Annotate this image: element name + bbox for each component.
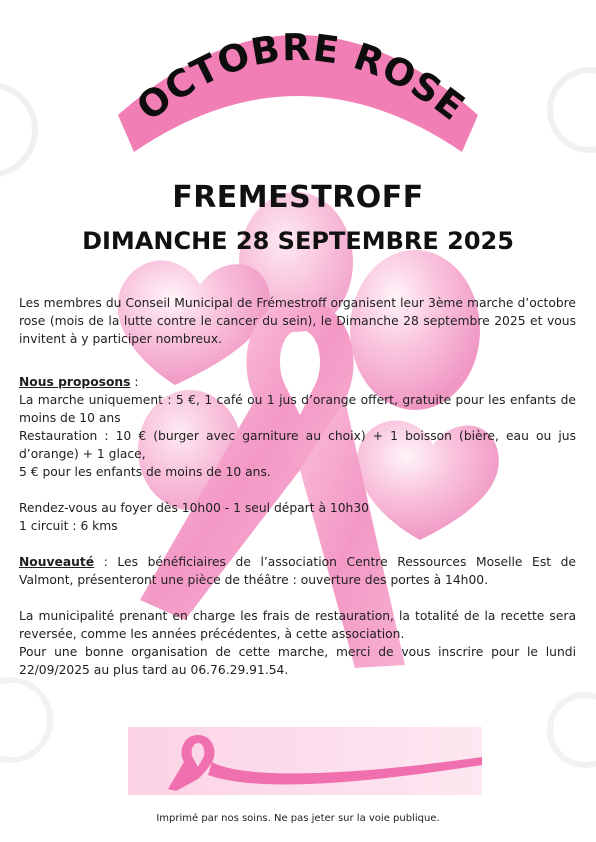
banner-title: OCTOBRE ROSE (128, 25, 473, 130)
offer-heading-label: Nous proposons (19, 375, 131, 389)
news-heading: Nouveauté (19, 555, 95, 569)
footer-note: Imprimé par nos soins. Ne pas jeter sur la voie publique. (156, 813, 440, 824)
closing-paragraph-1: La municipalité prenant en charge les frais de restauration, la totalité de la recette sera reversée, comme les années précédentes, à cette association. (19, 609, 576, 641)
octobre-rose-banner (0, 0, 596, 170)
meeting-line-2: 1 circuit : 6 kms (19, 519, 118, 533)
ribbon-strip-image (128, 727, 482, 795)
meeting-line-1: Rendez-vous au foyer dès 10h00 - 1 seul départ à 10h30 (19, 501, 369, 515)
closing-paragraph-2: Pour une bonne organisation de cette marche, merci de vous inscrire pour le lundi 22/09/2025 au plus tard au 06.76.29.91.54. (19, 645, 576, 677)
offer-food: Restauration : 10 € (burger avec garniture au choix) + 1 boisson (bière, eau ou jus d’orange) + 1 glace, (19, 429, 576, 461)
intro-paragraph: Les membres du Conseil Municipal de Frémestroff organisent leur 3ème marche d’octobre rose (mois de la lutte contre le cancer du sein), le Dimanche 28 septembre 2025 et vous invitent à y participer nombreux. (19, 296, 576, 346)
news-paragraph: Nouveauté : Les bénéficiaires de l’association Centre Ressources Moselle Est de Valmont, présenteront une pièce de théâtre : ouverture des portes à 14h00. (19, 555, 576, 587)
offer-heading: Nous proposons : (19, 375, 139, 389)
town-title: FREMESTROFF (172, 180, 424, 215)
offer-walk: La marche uniquement : 5 €, 1 café ou 1 jus d’orange offert, gratuite pour les enfants de moins de 10 ans (19, 393, 576, 425)
event-date: DIMANCHE 28 SEPTEMBRE 2025 (82, 227, 514, 255)
offer-kids: 5 € pour les enfants de moins de 10 ans. (19, 465, 271, 479)
flyer-body (19, 294, 576, 679)
